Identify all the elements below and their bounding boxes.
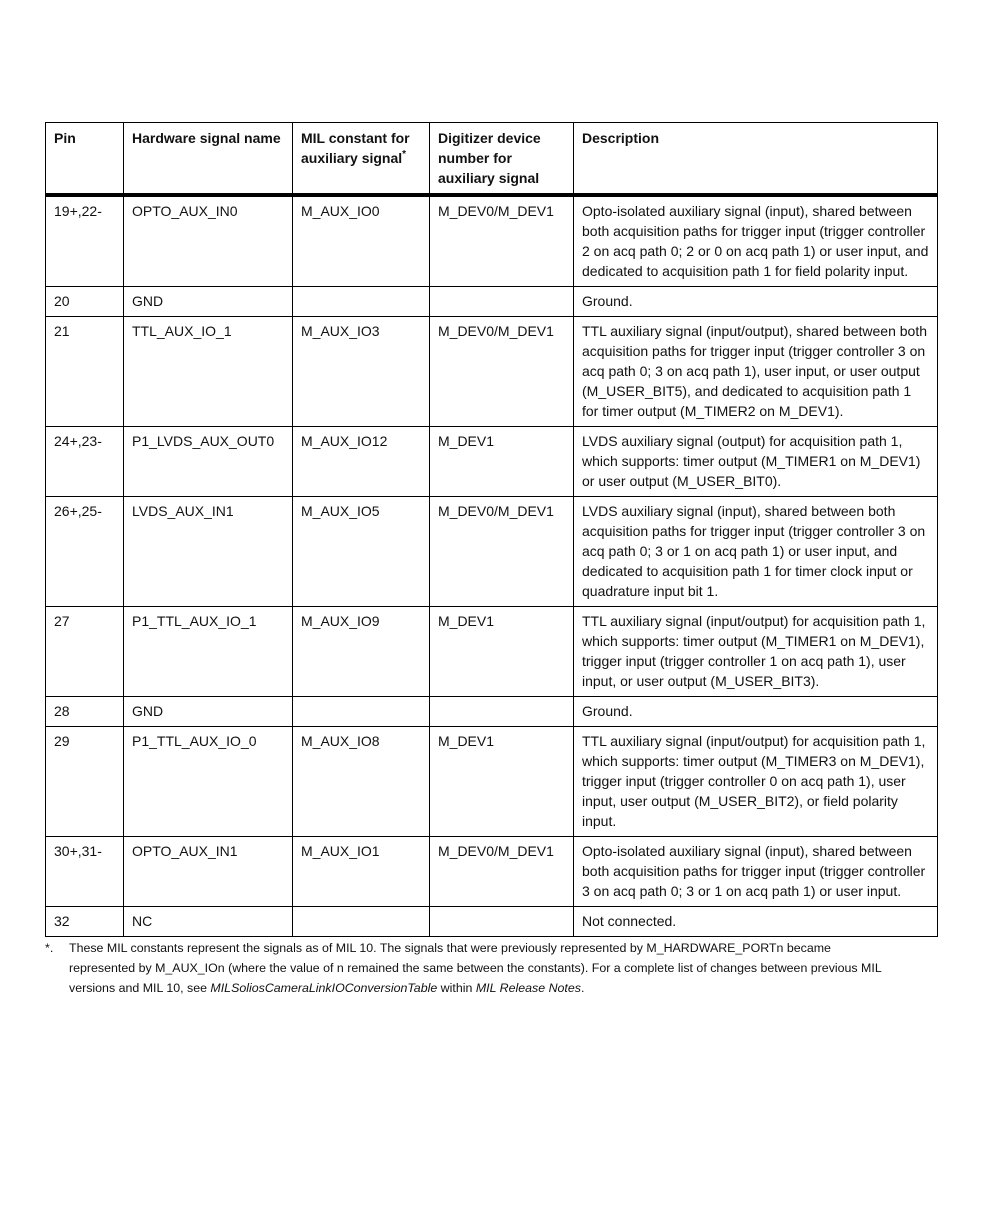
- cell-hardware-signal-name: P1_TTL_AUX_IO_1: [124, 607, 293, 697]
- cell-pin: 28: [46, 697, 124, 727]
- cell-hardware-signal-name: TTL_AUX_IO_1: [124, 317, 293, 427]
- cell-pin: 29: [46, 727, 124, 837]
- cell-pin: 21: [46, 317, 124, 427]
- cell-device-number: [430, 907, 574, 937]
- cell-pin: 27: [46, 607, 124, 697]
- header-pin: Pin: [46, 123, 124, 196]
- cell-mil-constant: M_AUX_IO3: [293, 317, 430, 427]
- cell-mil-constant: M_AUX_IO1: [293, 837, 430, 907]
- footnote-text-part-3: .: [580, 981, 585, 995]
- footnote-text-part-2: within: [437, 981, 476, 995]
- cell-hardware-signal-name: P1_LVDS_AUX_OUT0: [124, 427, 293, 497]
- cell-device-number: M_DEV1: [430, 607, 574, 697]
- cell-hardware-signal-name: GND: [124, 287, 293, 317]
- cell-device-number: M_DEV0/M_DEV1: [430, 195, 574, 287]
- cell-hardware-signal-name: P1_TTL_AUX_IO_0: [124, 727, 293, 837]
- cell-device-number: M_DEV1: [430, 427, 574, 497]
- cell-mil-constant: M_AUX_IO5: [293, 497, 430, 607]
- table-footnote: [45, 938, 895, 998]
- header-mil-constant: [293, 123, 430, 196]
- cell-device-number: [430, 287, 574, 317]
- cell-mil-constant: [293, 697, 430, 727]
- table-row: [46, 287, 938, 317]
- cell-description: LVDS auxiliary signal (output) for acquisition path 1, which supports: timer output (M_TIMER1 on M_DEV1) or user output (M_USER_BIT0).: [574, 427, 938, 497]
- cell-description: Ground.: [574, 697, 938, 727]
- table-row: [46, 697, 938, 727]
- footnote-mark: *.: [45, 941, 54, 955]
- cell-description: Opto-isolated auxiliary signal (input), shared between both acquisition paths for trigger input (trigger controller 3 on acq path 0; 3 or 1 on acq path 1) or user input.: [574, 837, 938, 907]
- table-row: [46, 497, 938, 607]
- table-row: [46, 907, 938, 937]
- header-description: Description: [574, 123, 938, 196]
- cell-hardware-signal-name: GND: [124, 697, 293, 727]
- cell-device-number: M_DEV0/M_DEV1: [430, 837, 574, 907]
- cell-mil-constant: M_AUX_IO0: [293, 195, 430, 287]
- release-notes-reference: MIL Release Notes: [475, 981, 581, 995]
- cell-device-number: M_DEV0/M_DEV1: [430, 497, 574, 607]
- cell-description: Not connected.: [574, 907, 938, 937]
- cell-mil-constant: M_AUX_IO12: [293, 427, 430, 497]
- cell-device-number: [430, 697, 574, 727]
- table-row: [46, 727, 938, 837]
- table-row: [46, 317, 938, 427]
- cell-description: TTL auxiliary signal (input/output) for acquisition path 1, which supports: timer output (M_TIMER3 on M_DEV1), trigger input (trigger controller 0 on acq path 1), user input, user output (M_USER_BIT2), or field polarity input.: [574, 727, 938, 837]
- cell-description: Opto-isolated auxiliary signal (input), shared between both acquisition paths for trigger input (trigger controller 2 on acq path 0; 2 or 0 on acq path 1) or user input, and dedicated to acquisition path 1 for field polarity input.: [574, 195, 938, 287]
- cell-pin: 20: [46, 287, 124, 317]
- cell-pin: 19+,22-: [46, 195, 124, 287]
- footnote-reference: *: [402, 149, 407, 160]
- pinout-table-container: [45, 122, 937, 937]
- cell-description: TTL auxiliary signal (input/output) for acquisition path 1, which supports: timer output (M_TIMER1 on M_DEV1), trigger input (trigger controller 1 on acq path 1), user input, or user output (M_USER_BIT3).: [574, 607, 938, 697]
- cell-hardware-signal-name: OPTO_AUX_IN0: [124, 195, 293, 287]
- footnote-text: [69, 938, 895, 998]
- cell-mil-constant: [293, 287, 430, 317]
- cell-description: Ground.: [574, 287, 938, 317]
- cell-pin: 30+,31-: [46, 837, 124, 907]
- cell-description: TTL auxiliary signal (input/output), shared between both acquisition paths for trigger input (trigger controller 3 on acq path 0; 3 on acq path 1), user input, or user output (M_USER_BIT5), and dedicated to acquisition path 1 for timer output (M_TIMER2 on M_DEV1).: [574, 317, 938, 427]
- table-row: [46, 607, 938, 697]
- table-header-row: [46, 123, 938, 196]
- table-row: [46, 427, 938, 497]
- header-digitizer-device-number: Digitizer device number for auxiliary signal: [430, 123, 574, 196]
- cell-pin: 32: [46, 907, 124, 937]
- cell-mil-constant: M_AUX_IO9: [293, 607, 430, 697]
- table-row: [46, 195, 938, 287]
- cell-mil-constant: [293, 907, 430, 937]
- header-hardware-signal-name: Hardware signal name: [124, 123, 293, 196]
- cell-device-number: M_DEV1: [430, 727, 574, 837]
- cell-pin: 26+,25-: [46, 497, 124, 607]
- conversion-table-reference: MILSoliosCameraLinkIOConversionTable: [210, 981, 438, 995]
- cell-pin: 24+,23-: [46, 427, 124, 497]
- cell-hardware-signal-name: NC: [124, 907, 293, 937]
- footnote-text-part-1: These MIL constants represent the signals as of MIL 10. The signals that were previously represented by M_HARDWARE_PORTn became represented by M_AUX_IOn (where the value of n remained the same between the constants). For a complete list of changes between previous MIL versions and MIL 10, see: [69, 941, 882, 995]
- cell-device-number: M_DEV0/M_DEV1: [430, 317, 574, 427]
- header-mil-constant-label: MIL constant for auxiliary signal: [301, 130, 410, 166]
- table-row: [46, 837, 938, 907]
- cell-hardware-signal-name: OPTO_AUX_IN1: [124, 837, 293, 907]
- cell-description: LVDS auxiliary signal (input), shared between both acquisition paths for trigger input (trigger controller 3 on acq path 0; 3 or 1 on acq path 1) or user input, and dedicated to acquisition path 1 for timer clock input or quadrature input bit 1.: [574, 497, 938, 607]
- pinout-table: [45, 122, 938, 937]
- cell-hardware-signal-name: LVDS_AUX_IN1: [124, 497, 293, 607]
- cell-mil-constant: M_AUX_IO8: [293, 727, 430, 837]
